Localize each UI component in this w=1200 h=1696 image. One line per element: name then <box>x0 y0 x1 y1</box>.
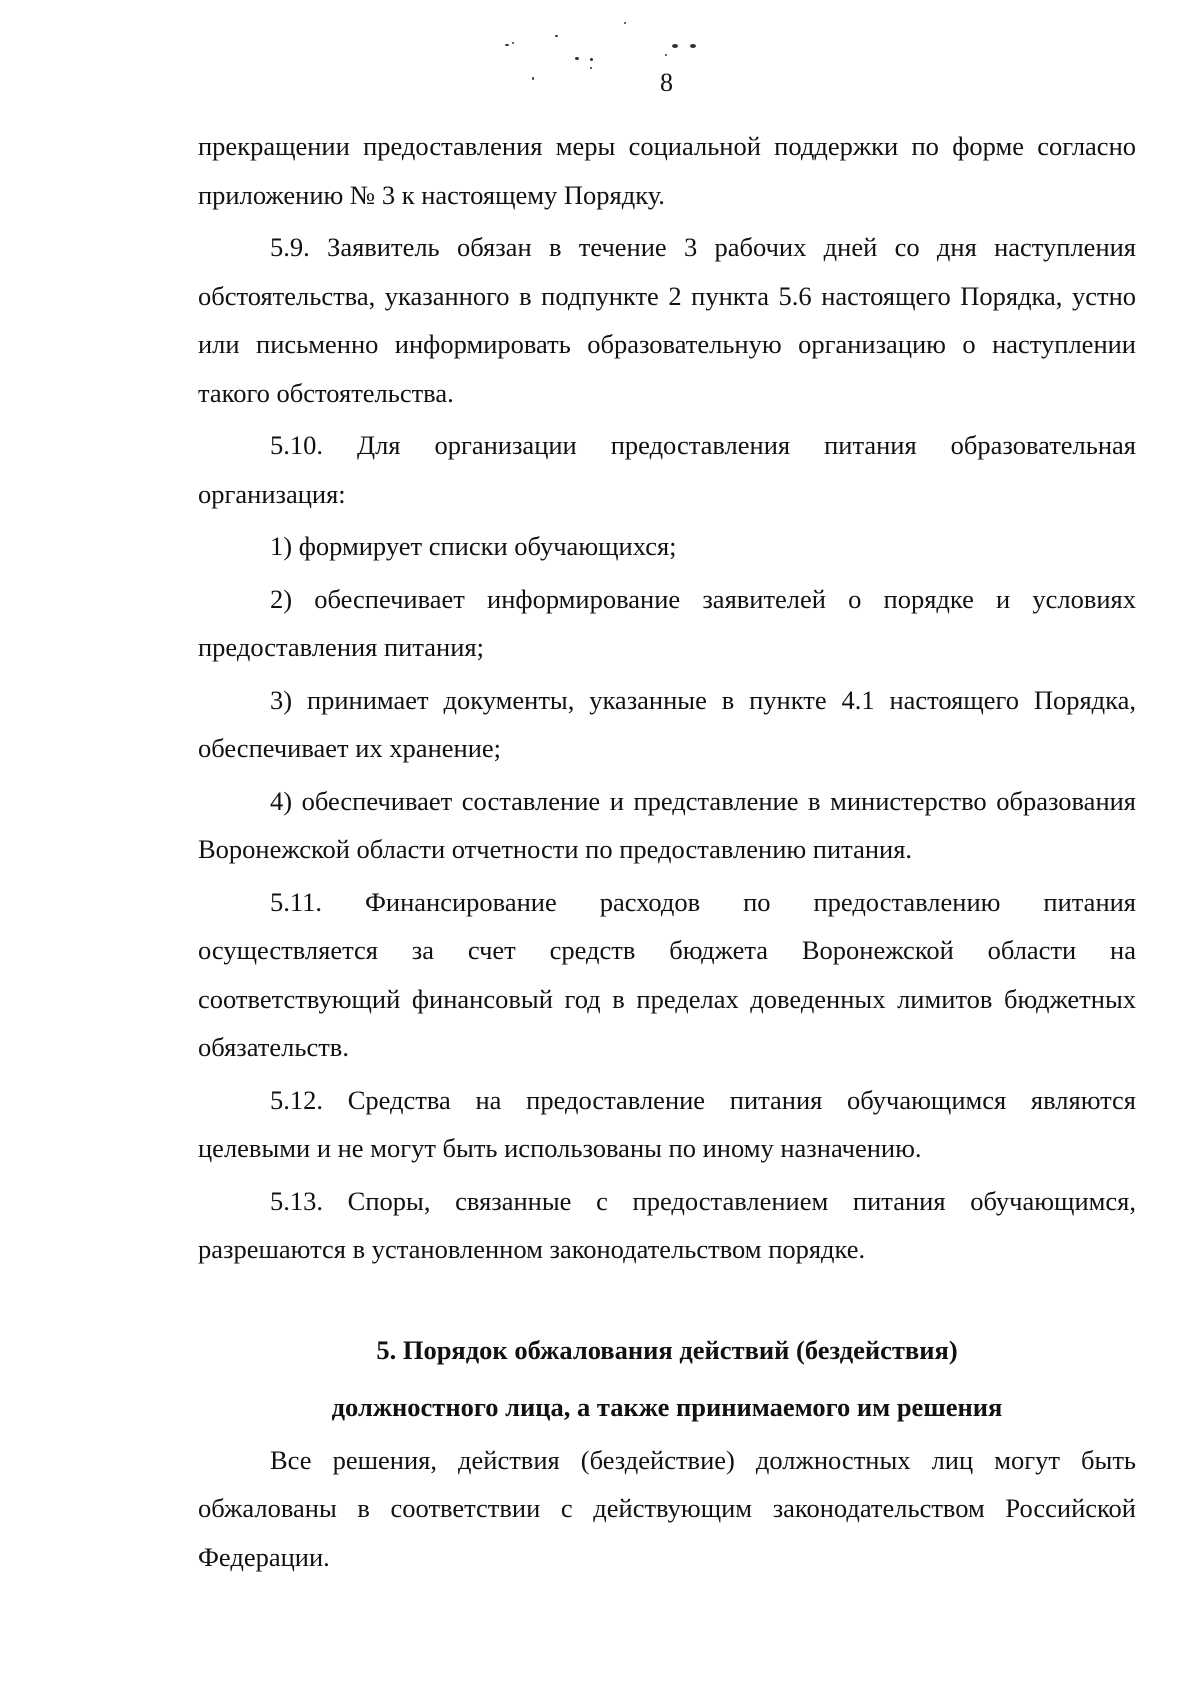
paragraph-5-9: 5.9. Заявитель обязан в течение 3 рабочих дней со дня наступления обстоятельства, указанного в подпункте 2 пункта 5.6 настоящего Порядка, устно или письменно информировать образовательную организацию о наступлении такого обстоятельства. <box>198 232 1136 408</box>
paragraph-continuation: прекращении предоставления меры социальной поддержки по форме согласно приложению № 3 к настоящему Порядку. <box>198 131 1136 210</box>
section-heading-line-1: 5. Порядок обжалования действий (бездействия) <box>376 1334 958 1365</box>
section-paragraph: Все решения, действия (бездействие) должностных лиц могут быть обжалованы в соответствии с действующим законодательством Российской Федерации. <box>198 1444 1136 1572</box>
document-body <box>198 122 1136 1581</box>
list-item-3: 3) принимает документы, указанные в пункте 4.1 настоящего Порядка, обеспечивает их хранение; <box>198 684 1136 763</box>
paragraph-5-13: 5.13. Споры, связанные с предоставлением питания обучающимся, разрешаются в установленном законодательством порядке. <box>198 1185 1136 1264</box>
page-number: 8 <box>660 68 673 97</box>
paragraph-5-12: 5.12. Средства на предоставление питания обучающимся являются целевыми и не могут быть использованы по иному назначению. <box>198 1084 1136 1163</box>
scan-specks <box>0 0 1200 120</box>
list-item-2: 2) обеспечивает информирование заявителей о порядке и условиях предоставления питания; <box>198 583 1136 662</box>
paragraph-5-11: 5.11. Финансирование расходов по предоставлению питания осуществляется за счет средств бюджета Воронежской области на соответствующий финансовый год в пределах доведенных лимитов бюджетных обязательств. <box>198 886 1136 1062</box>
paragraph-5-10: 5.10. Для организации предоставления питания образовательная организация: <box>198 430 1136 509</box>
list-item-4: 4) обеспечивает составление и представление в министерство образования Воронежской области отчетности по предоставлению питания. <box>198 785 1136 864</box>
section-heading-line-2: должностного лица, а также принимаемого им решения <box>331 1391 1003 1422</box>
list-item-1: 1) формирует списки обучающихся; <box>270 531 677 561</box>
